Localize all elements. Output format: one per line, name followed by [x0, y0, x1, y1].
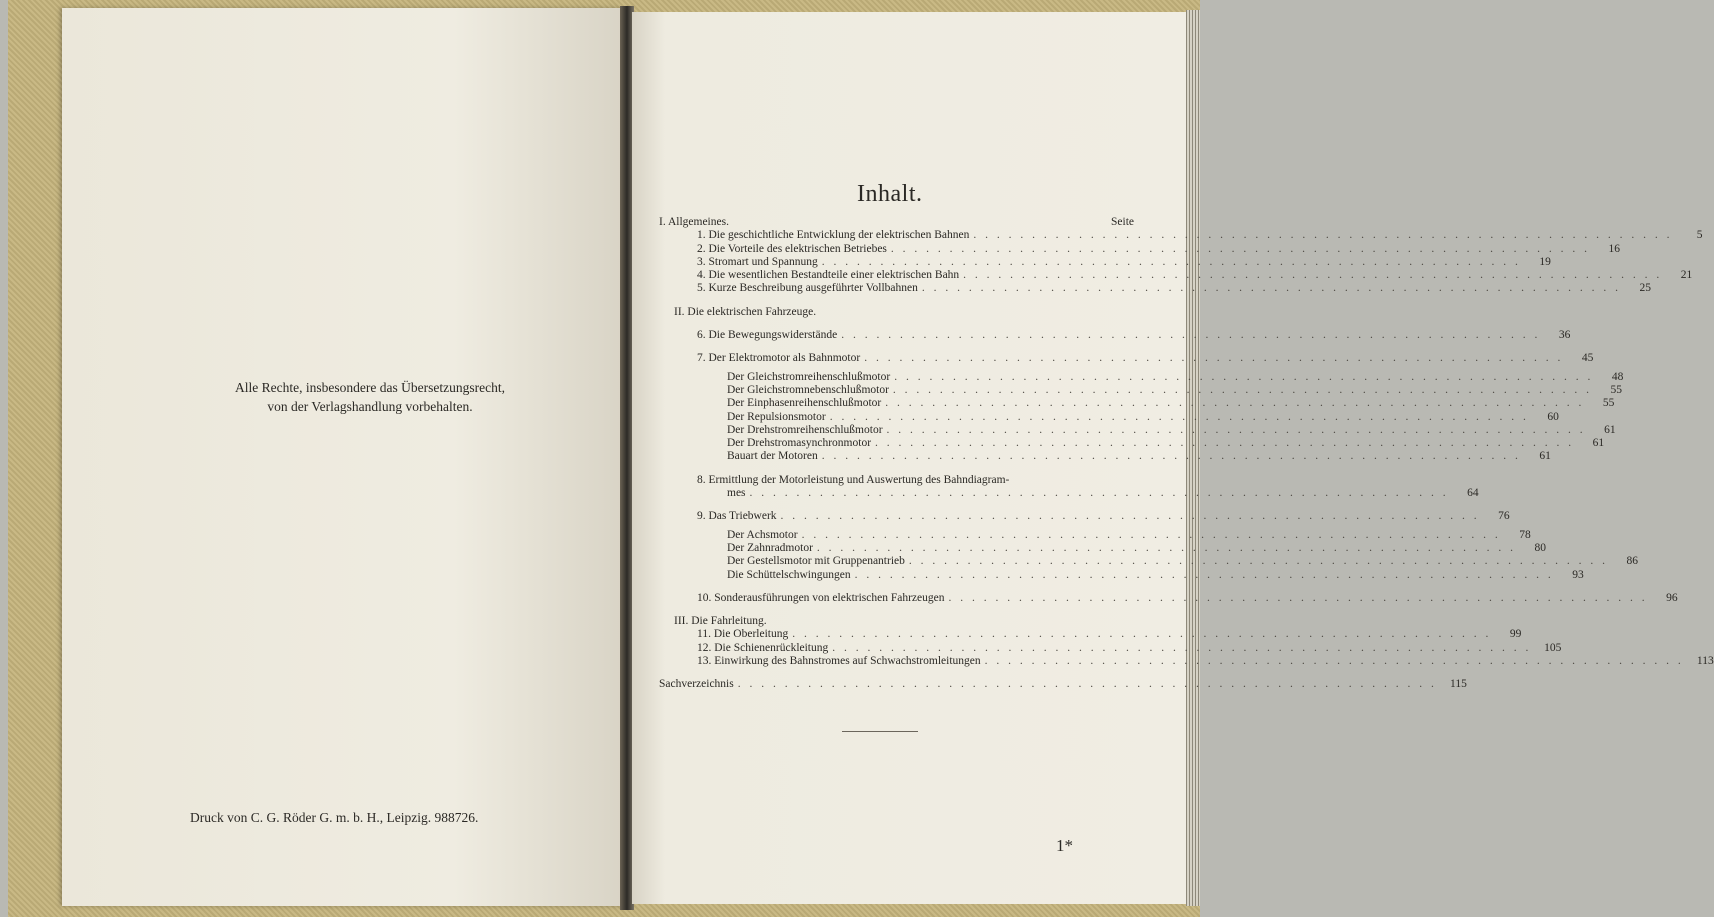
toc-entry — [659, 410, 1559, 424]
rights-line: Alle Rechte, insbesondere das Übersetzungsrecht, — [235, 380, 505, 395]
toc-entry — [659, 655, 1714, 668]
toc-entry-title: Der Achsmotor — [727, 528, 798, 541]
toc-entry — [659, 487, 1479, 500]
dot-leader: . . . . . . . . . . . . . . . . . . . . . . . . . . . . . . . . . . . . . . . . . . . . . . . . . . . . . . . . . . . . — [737, 678, 1437, 691]
toc-entry — [659, 229, 1703, 242]
section-title: III. Die Fahrleitung. — [674, 615, 767, 628]
toc-entry-page: 61 — [1604, 423, 1616, 436]
dot-leader: . . . . . . . . . . . . . . . . . . . . . . . . . . . . . . . . . . . . . . . . . . . . . . . . . . . . . . . . . . . . — [894, 370, 1594, 383]
toc-entry — [659, 282, 1652, 295]
toc-entry-title: Der Gestellsmotor mit Gruppenantrieb — [727, 555, 905, 568]
dot-leader: . . . . . . . . . . . . . . . . . . . . . . . . . . . . . . . . . . . . . . . . . . . . . . . . . . . . . . . . . . . . — [984, 655, 1684, 668]
toc-entry — [659, 242, 1621, 256]
toc-entry-page: 64 — [1467, 487, 1479, 500]
toc-entry-title: 7. Der Elektromotor als Bahnmotor — [697, 352, 861, 365]
dot-leader: . . . . . . . . . . . . . . . . . . . . . . . . . . . . . . . . . . . . . . . . . . . . . . . . . . . . . . . . . . . . — [892, 383, 1593, 396]
toc-entry-page: 115 — [1450, 678, 1467, 691]
toc-entry-page: 86 — [1626, 555, 1639, 568]
toc-entry — [659, 474, 1134, 487]
dot-leader: . . . . . . . . . . . . . . . . . . . . . . . . . . . . . . . . . . . . . . . . . . . . . . . . . . . . . . . . . . . . — [886, 423, 1586, 436]
dot-leader: . . . . . . . . . . . . . . . . . . . . . . . . . . . . . . . . . . . . . . . . . . . . . . . . . . . . . . . . . . . . — [948, 591, 1648, 604]
toc-entry-page: 21 — [1680, 269, 1693, 282]
toc-entry-title: 6. Die Bewegungswiderstände — [697, 329, 838, 342]
toc-entry — [659, 255, 1551, 269]
toc-entry — [659, 437, 1605, 450]
toc-entry-title: 11. Die Oberleitung — [697, 628, 789, 641]
dot-leader: . . . . . . . . . . . . . . . . . . . . . . . . . . . . . . . . . . . . . . . . . . . . . . . . . . . . . . . . . . . . — [885, 397, 1585, 410]
toc-entry — [659, 450, 1551, 463]
toc-entry-title: mes — [727, 487, 746, 500]
toc-entry-page: 76 — [1498, 510, 1510, 523]
toc-entry-page: 99 — [1509, 628, 1522, 641]
dot-leader: . . . . . . . . . . . . . . . . . . . . . . . . . . . . . . . . . . . . . . . . . . . . . . . . . . . . . . . . . . . . — [832, 641, 1532, 654]
toc-entry-page: 105 — [1544, 641, 1562, 654]
toc-entry-title: Der Repulsionsmotor — [727, 410, 826, 423]
toc-entry — [659, 423, 1616, 437]
toc-entry-page: 113 — [1696, 655, 1714, 668]
toc-entry-title: 2. Die Vorteile des elektrischen Betriebes — [697, 242, 887, 255]
left-page — [62, 8, 622, 906]
dot-leader: . . . . . . . . . . . . . . . . . . . . . . . . . . . . . . . . . . . . . . . . . . . . . . . . . . . . . . . . . . . . — [821, 255, 1521, 268]
toc-entry — [659, 370, 1624, 384]
toc-entry-title: 12. Die Schienenrückleitung — [697, 641, 829, 654]
toc-entry-page: 19 — [1539, 255, 1551, 268]
toc-section-heading — [659, 216, 1134, 229]
toc-entry — [659, 352, 1594, 365]
dot-leader: . . . . . . . . . . . . . . . . . . . . . . . . . . . . . . . . . . . . . . . . . . . . . . . . . . . . . . . . . . . . — [780, 510, 1480, 523]
toc-entry-page: 78 — [1519, 528, 1531, 541]
toc-entry-title: Die Schüttelschwingungen — [727, 568, 851, 581]
toc-entry-title: Der Zahnradmotor — [727, 541, 813, 554]
printer-imprint: Druck von C. G. Röder G. m. b. H., Leipzig. 988726. — [190, 810, 479, 825]
toc-entry-title: 9. Das Triebwerk — [697, 510, 777, 523]
toc-entry-page: 80 — [1534, 541, 1547, 554]
toc-entry-title: Bauart der Motoren — [727, 450, 818, 463]
toc-entry — [659, 568, 1584, 582]
toc-section-heading — [659, 615, 1134, 628]
dot-leader: . . . . . . . . . . . . . . . . . . . . . . . . . . . . . . . . . . . . . . . . . . . . . . . . . . . . . . . . . . . . — [829, 410, 1529, 423]
dot-leader: . . . . . . . . . . . . . . . . . . . . . . . . . . . . . . . . . . . . . . . . . . . . . . . . . . . . . . . . . . . . — [749, 487, 1449, 500]
toc-entry-page: 61 — [1592, 437, 1605, 450]
section-title: II. Die elektrischen Fahrzeuge. — [674, 305, 817, 318]
toc-entry-title: 5. Kurze Beschreibung ausgeführter Vollbahnen — [697, 282, 918, 295]
toc-entry-page: 5 — [1696, 229, 1703, 242]
toc-entry — [659, 397, 1615, 410]
dot-leader: . . . . . . . . . . . . . . . . . . . . . . . . . . . . . . . . . . . . . . . . . . . . . . . . . . . . . . . . . . . . — [821, 450, 1521, 463]
dot-leader: . . . . . . . . . . . . . . . . . . . . . . . . . . . . . . . . . . . . . . . . . . . . . . . . . . . . . . . . . . . . — [864, 352, 1564, 365]
toc-entry-page: 61 — [1539, 450, 1551, 463]
toc-entry — [659, 528, 1531, 542]
toc-entry-title: Der Drehstromreihenschlußmotor — [727, 423, 883, 436]
toc-entry-title: Der Gleichstromreihenschlußmotor — [727, 370, 891, 383]
toc-entry-title: 3. Stromart und Spannung — [697, 255, 818, 268]
page-number: 1* — [1056, 836, 1073, 855]
toc-entry-title: 1. Die geschichtliche Entwicklung der elektrischen Bahnen — [697, 229, 970, 242]
toc-entry — [659, 510, 1510, 523]
dot-leader: . . . . . . . . . . . . . . . . . . . . . . . . . . . . . . . . . . . . . . . . . . . . . . . . . . . . . . . . . . . . — [792, 628, 1492, 641]
dot-leader: . . . . . . . . . . . . . . . . . . . . . . . . . . . . . . . . . . . . . . . . . . . . . . . . . . . . . . . . . . . . — [973, 229, 1673, 242]
divider — [842, 731, 918, 732]
toc-entry-title: 10. Sonderausführungen von elektrischen Fahrzeugen — [697, 591, 945, 604]
dot-leader: . . . . . . . . . . . . . . . . . . . . . . . . . . . . . . . . . . . . . . . . . . . . . . . . . . . . . . . . . . . . — [854, 568, 1554, 581]
dot-leader: . . . . . . . . . . . . . . . . . . . . . . . . . . . . . . . . . . . . . . . . . . . . . . . . . . . . . . . . . . . . — [841, 329, 1541, 342]
page-column-label: Seite — [1111, 216, 1134, 228]
toc-entry-title: 4. Die wesentlichen Bestandteile einer elektrischen Bahn — [697, 269, 960, 282]
toc-section-heading — [659, 306, 1134, 319]
toc-entry-page: 55 — [1602, 397, 1615, 410]
dot-leader: . . . . . . . . . . . . . . . . . . . . . . . . . . . . . . . . . . . . . . . . . . . . . . . . . . . . . . . . . . . . — [908, 555, 1609, 568]
toc-entry-page: 16 — [1608, 242, 1621, 255]
table-of-contents — [659, 216, 1714, 692]
toc-entry-title: Der Einphasenreihenschlußmotor — [727, 397, 882, 410]
page-title: Inhalt. — [857, 181, 923, 207]
toc-entry — [659, 628, 1522, 641]
toc-entry — [659, 591, 1678, 605]
dot-leader: . . . . . . . . . . . . . . . . . . . . . . . . . . . . . . . . . . . . . . . . . . . . . . . . . . . . . . . . . . . . — [921, 282, 1622, 295]
dot-leader: . . . . . . . . . . . . . . . . . . . . . . . . . . . . . . . . . . . . . . . . . . . . . . . . . . . . . . . . . . . . — [816, 541, 1517, 554]
rights-notice — [190, 378, 550, 416]
toc-entry — [659, 383, 1623, 397]
dot-leader: . . . . . . . . . . . . . . . . . . . . . . . . . . . . . . . . . . . . . . . . . . . . . . . . . . . . . . . . . . . . — [875, 437, 1575, 450]
toc-entry — [659, 329, 1571, 342]
toc-entry-page: 45 — [1581, 352, 1594, 365]
toc-entry-page: 25 — [1639, 282, 1652, 295]
toc-entry-page: 93 — [1572, 568, 1584, 581]
section-title: I. Allgemeines. — [659, 216, 729, 228]
dot-leader: . . . . . . . . . . . . . . . . . . . . . . . . . . . . . . . . . . . . . . . . . . . . . . . . . . . . . . . . . . . . — [801, 528, 1501, 541]
rights-line: von der Verlagshandlung vorbehalten. — [267, 399, 473, 414]
dot-leader: . . . . . . . . . . . . . . . . . . . . . . . . . . . . . . . . . . . . . . . . . . . . . . . . . . . . . . . . . . . . — [890, 242, 1591, 255]
toc-entry — [659, 678, 1467, 691]
toc-entry-page: 36 — [1558, 329, 1571, 342]
toc-entry — [659, 269, 1693, 282]
toc-entry-page: 96 — [1666, 591, 1678, 604]
dot-leader: . . . . . . . . . . . . . . . . . . . . . . . . . . . . . . . . . . . . . . . . . . . . . . . . . . . . . . . . . . . . — [963, 269, 1663, 282]
toc-entry-title: Sachverzeichnis — [659, 678, 734, 691]
toc-entry-page: 55 — [1610, 383, 1623, 396]
toc-entry — [659, 641, 1562, 655]
toc-entry-page: 48 — [1611, 370, 1624, 383]
toc-entry-title: Der Drehstromasynchronmotor — [727, 437, 872, 450]
toc-entry — [659, 555, 1639, 568]
toc-entry-page: 60 — [1547, 410, 1559, 423]
toc-entry-title: Der Gleichstromnebenschlußmotor — [727, 383, 889, 396]
toc-entry — [659, 541, 1547, 555]
toc-entry-title: 13. Einwirkung des Bahnstromes auf Schwachstromleitungen — [697, 655, 981, 668]
toc-entry-title: 8. Ermittlung der Motorleistung und Auswertung des Bahndiagram- — [697, 473, 1010, 486]
